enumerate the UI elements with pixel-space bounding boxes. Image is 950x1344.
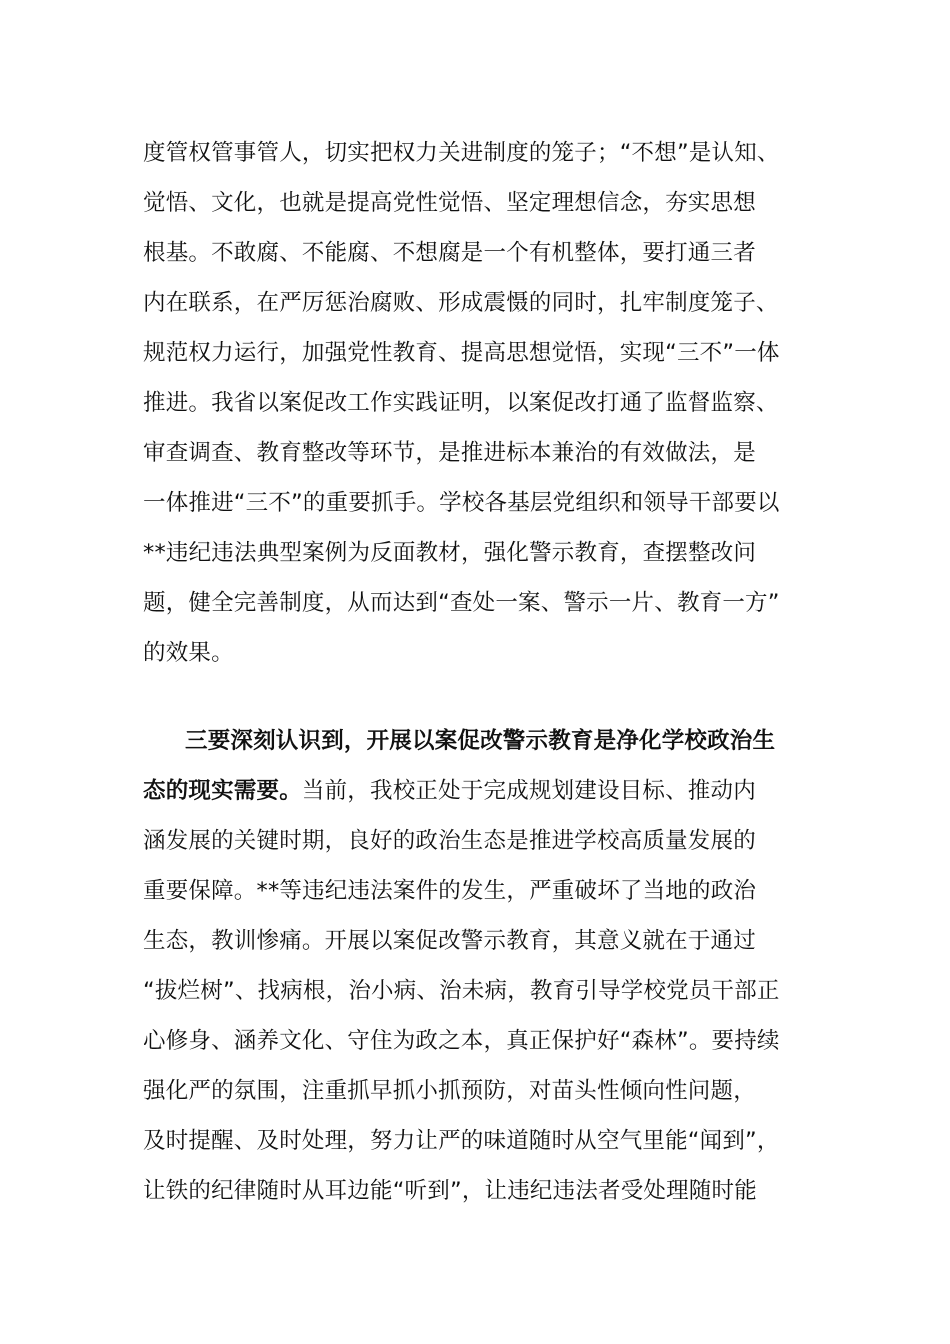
text-line: 内在联系，在严厉惩治腐败、形成震慑的同时，扎牢制度笼子、 [143, 290, 779, 316]
text-line: 涵发展的关键时期，良好的政治生态是推进学校高质量发展的 [143, 828, 756, 854]
text-line: 审查调查、教育整改等环节，是推进标本兼治的有效做法，是 [143, 440, 756, 466]
section-heading-line: 三要深刻认识到，开展以案促改警示教育是净化学校政治生 [185, 728, 776, 754]
text-line [143, 766, 823, 816]
text-line: 强化严的氛围，注重抓早抓小抓预防，对苗头性倾向性问题， [143, 1078, 756, 1104]
text-line: 及时提醒、及时处理，努力让严的味道随时从空气里能“闻到”， [143, 1128, 780, 1154]
text-line: 题，健全完善制度，从而达到“查处一案、警示一片、教育一方” [143, 590, 780, 616]
text-line: 度管权管事管人，切实把权力关进制度的笼子；“不想”是认知、 [143, 140, 780, 166]
document-body [143, 128, 823, 1216]
text-line: 推进。我省以案促改工作实践证明，以案促改打通了监督监察、 [143, 390, 779, 416]
text-line: “拔烂树”、找病根，治小病、治未病，教育引导学校党员干部正 [143, 978, 780, 1004]
text-line: 生态，教训惨痛。开展以案促改警示教育，其意义就在于通过 [143, 928, 756, 954]
text-line: 规范权力运行，加强党性教育、提高思想觉悟，实现“三不”一体 [143, 340, 780, 366]
text-line: 重要保障。**等违纪违法案件的发生，严重破坏了当地的政治 [143, 878, 757, 904]
text-line: **违纪违法典型案例为反面教材，强化警示教育，查摆整改问 [143, 540, 757, 566]
section-heading-tail: 态的现实需要。 [143, 778, 302, 804]
text-line: 心修身、涵养文化、守住为政之本，真正保护好“森林”。要持续 [143, 1028, 780, 1054]
paragraph-gap [143, 678, 823, 716]
text-line: 一体推进“三不”的重要抓手。学校各基层党组织和领导干部要以 [143, 490, 780, 516]
text-line: 觉悟、文化，也就是提高党性觉悟、坚定理想信念，夯实思想 [143, 190, 756, 216]
text-line: 根基。不敢腐、不能腐、不想腐是一个有机整体，要打通三者 [143, 240, 756, 266]
text-continuation: 当前，我校正处于完成规划建设目标、推动内 [301, 778, 756, 804]
text-line: 的效果。 [143, 640, 234, 666]
text-line: 让铁的纪律随时从耳边能“听到”，让违纪违法者受处理随时能 [143, 1178, 757, 1204]
